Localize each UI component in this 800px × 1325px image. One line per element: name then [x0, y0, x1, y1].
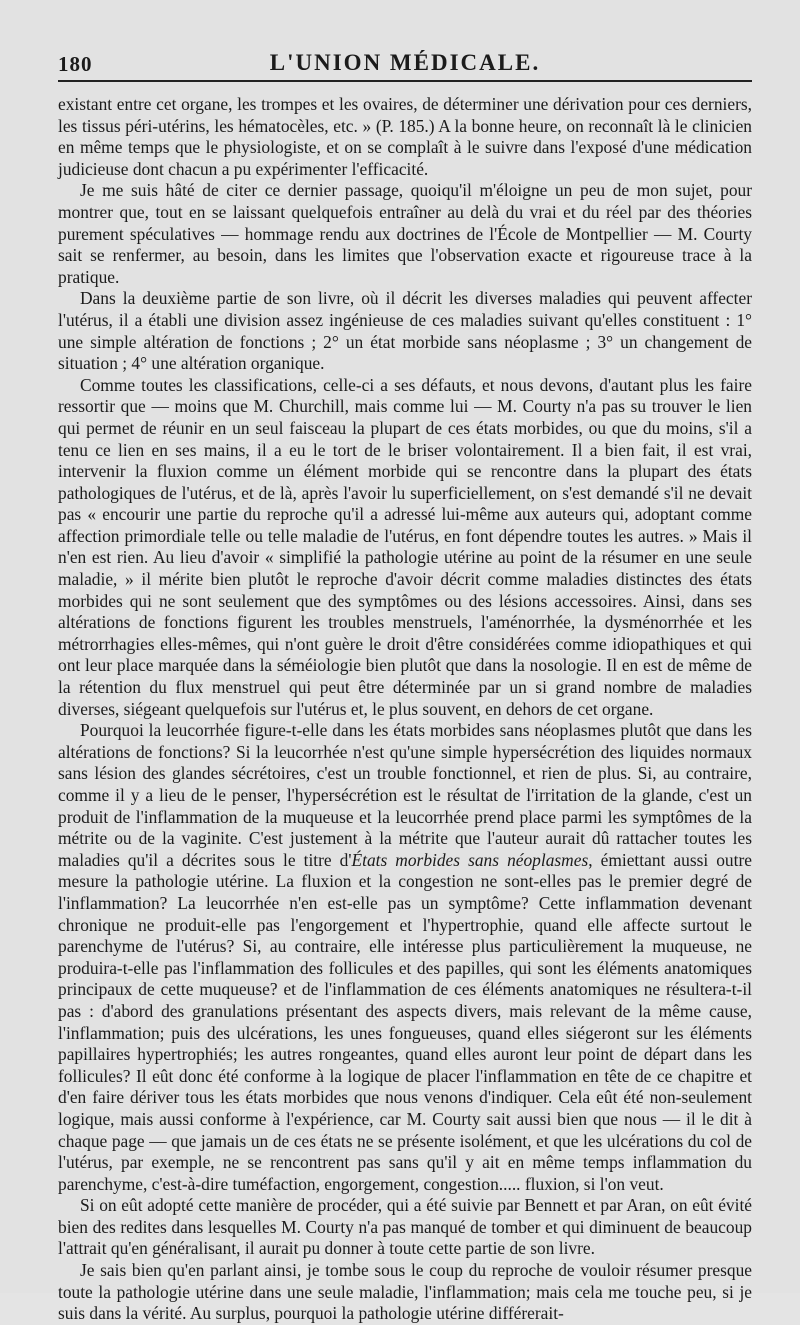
- header-rule: [58, 80, 752, 82]
- paragraph: Dans la deuxième partie de son livre, où il décrit les diverses maladies qui peuvent affecter l'utérus, il a établi une division assez ingénieuse de ces maladies suivant qu'elles constituent : 1° une simple altération de fonctions ; 2° un état morbide sans néoplasme ; 3° un changement de situation ; 4° une altération organique.: [58, 288, 752, 374]
- body-text: [58, 80, 752, 1325]
- paragraph-text: Pourquoi la leucorrhée figure-t-elle dans les états morbides sans néoplasmes plutôt que dans les altérations de fonctions? Si la leucorrhée n'est qu'une simple hypersécrétion des liquides normaux sans lésion des glandes sécrétoires, c'est un trouble fonctionnel, et rien de plus. Si, au contraire, comme il y a lieu de le penser, l'hypersécrétion est le résultat de l'irritation de la glande, c'est un produit de l'inflammation de la muqueuse et la leucorrhée prend place parmi les symptômes de la métrite ou de la vaginite. C'est justement à la métrite que l'auteur aurait dû rattacher toutes les maladies qu'il a décrites sous le titre d': [58, 720, 752, 870]
- paragraph-text: , émiettant aussi outre mesure la pathologie utérine. La fluxion et la congestion ne sont-elles pas le premier degré de l'inflammation? La leucorrhée n'en est-elle pas un symptôme? Cette inflammation devenant chronique ne produit-elle pas l'engorgement et l'hypertrophie, quand elle affecte surtout le parenchyme de l'utérus? Si, au contraire, elle intéresse plus particulièrement la muqueuse, ne produira-t-elle pas l'inflammation des follicules et des papilles, qui sont les éléments anatomiques principaux de cette muqueuse? et de l'inflammation de ces éléments anatomiques ne résultera-t-il pas : d'abord des granulations présentant des aspects divers, mais relevant de la même cause, l'inflammation; puis des ulcérations, les unes fongueuses, quand elles siégeront sur les éléments papillaires hypertrophiés; les autres rongeantes, quand elles auront leur point de départ dans les follicules? Il eût donc été conforme à la logique de placer l'inflammation en tête de ce chapitre et d'en faire dériver tous les états morbides que nous venons d'indiquer. Cela eût été non-seulement logique, mais aussi conforme à l'expérience, car M. Courty sait aussi bien que nous — il le dit à chaque page — que jamais un de ces états ne se présente isolément, et que les ulcérations du col de l'utérus, par exemple, ne se rencontrent pas sans qu'il y ait en même temps inflammation du parenchyme, c'est-à-dire tuméfaction, engorgement, congestion..... fluxion, si l'on veut.: [58, 849, 752, 1194]
- paragraph: Si on eût adopté cette manière de procéder, qui a été suivie par Bennett et par Aran, on eût évité bien des redites dans lesquelles M. Courty n'a pas manqué de tomber et qui diminuent de beaucoup l'attrait qu'en généralisant, il aurait pu donner à toute cette partie de son livre.: [58, 1195, 752, 1259]
- paragraph: [58, 720, 752, 1195]
- paragraph: existant entre cet organe, les trompes et les ovaires, de déterminer une dérivation pour ces derniers, les tissus péri-utérins, les hématocèles, etc. » (P. 185.) A la bonne heure, on reconnaît là le clinicien en même temps que le physiologiste, et on se complaît à le suivre dans l'exposé d'une médication judicieuse dont chacun a pu expérimenter l'efficacité.: [58, 94, 752, 179]
- paragraph: Comme toutes les classifications, celle-ci a ses défauts, et nous devons, d'autant plus les faire ressortir que — moins que M. Churchill, mais comme lui — M. Courty n'a pas su trouver le lien qui permet de réunir en un seul faisceau la plupart de ces états morbides, ou que du moins, s'il a tenu ce lien en ses mains, il a eu le tort de le briser volontairement. Il a bien fait, il est vrai, intervenir la fluxion comme un élément morbide qui se rencontre dans la plupart des états pathologiques de l'utérus, et de là, après l'avoir lu superficiellement, on s'est demandé s'il ne devait pas « encourir une partie du reproche qu'il a adressé lui-même aux auteurs qui, adoptant comme affection primordiale telle ou telle maladie de l'utérus, en font dépendre toutes les autres. » Mais il n'en est rien. Au lieu d'avoir « simplifié la pathologie utérine au point de la résumer en une seule maladie, » il mérite bien plutôt le reproche d'avoir décrit comme maladies distinctes des états morbides qui ne sont seulement que des symptômes ou des lésions accessoires. Ainsi, dans ses altérations de fonctions figurent les troubles menstruels, l'aménorrhée, la dysménorrhée et les métrorrhagies elles-mêmes, qui n'ont guère le droit d'être considérées comme idiopathiques et qui ont leur place marquée dans la séméiologie bien plutôt que dans la nosologie. Il en est de même de la rétention du flux menstruel qui peut être déterminée par un si grand nombre de maladies diverses, siégeant quelquefois sur l'utérus et, le plus souvent, en dehors de cet organe.: [58, 374, 752, 719]
- paragraph: Je sais bien qu'en parlant ainsi, je tombe sous le coup du reproche de vouloir résumer presque toute la pathologie utérine dans une seule maladie, l'inflammation; mais cela me touche peu, si je suis dans la vérité. Au surplus, pourquoi la pathologie utérine différerait-: [58, 1260, 752, 1324]
- section-title-reference: États morbides sans néoplasmes: [351, 849, 589, 870]
- page-number: 180: [58, 52, 93, 76]
- page-header: [58, 0, 752, 80]
- paragraph: Je me suis hâté de citer ce dernier passage, quoiqu'il m'éloigne un peu de mon sujet, pour montrer que, tout en se laissant quelquefois entraîner au delà du vrai et du réel par des théories purement spéculatives — hommage rendu aux doctrines de l'École de Montpellier — M. Courty sait se renfermer, au besoin, dans les limites que l'observation exacte et rigoureuse trace à la pratique.: [58, 180, 752, 287]
- running-title: L'UNION MÉDICALE.: [269, 50, 541, 75]
